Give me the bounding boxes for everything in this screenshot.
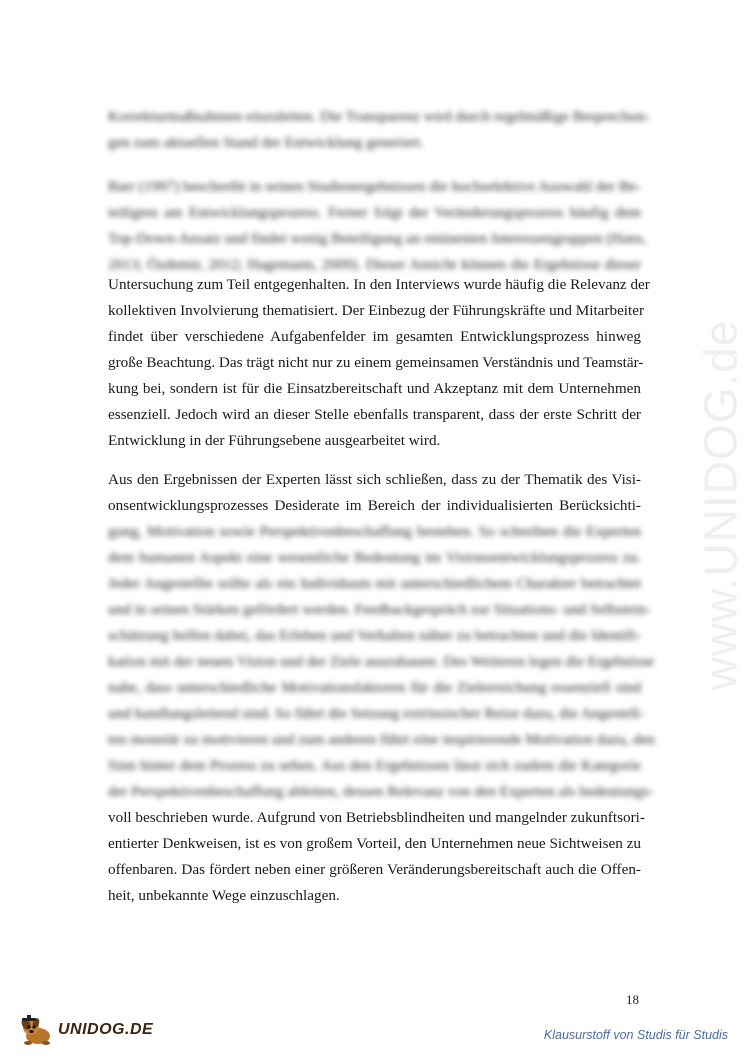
text-line: Barr (1997) beschreibt in seinen Studienergebnissen die hochselektive Auswahl der Be-	[108, 178, 641, 195]
text-line: Entwicklung in der Führungsebene ausgearbeitet wird.	[108, 432, 441, 449]
text-line: Sinn hinter dem Prozess zu sehen. Aus den Ergebnissen lässt sich zudem die Kategorie	[108, 757, 641, 774]
text-line: gen zum aktuellen Stand der Entwicklung generiert.	[108, 134, 424, 151]
text-line: und in seinen Stärken gefördert werden. Feedbackgespräch zur Situations- und Selbstein-	[108, 601, 651, 618]
text-line: entierter Denkweisen, ist es von großem Vorteil, den Unternehmen neue Sichtweisen zu	[108, 835, 641, 852]
text-line: findet über verschiedene Aufgabenfelder im gesamten Entwicklungsprozess hinweg	[108, 328, 641, 345]
paragraph-2-end	[108, 805, 645, 909]
text-line: teiligten am Entwicklungsprozess. Ferner folgt der Veränderungsprozess häufig dem	[108, 204, 641, 221]
text-line: der Perspektivenbeschaffung ableiten, dessen Relevanz von den Experten als bedeutungs-	[108, 783, 654, 800]
logo-text: UNIDOG.DE	[58, 1021, 154, 1038]
text-line: und handlungsleitend sind. So führt die Setzung extrinsischer Reize dazu, die Angestell-	[108, 705, 645, 722]
footer-slogan: Klausurstoff von Studis für Studis	[543, 1028, 728, 1042]
text-line: kung bei, sondern ist für die Einsatzbereitschaft und Akzeptanz mit dem Unternehmen	[108, 380, 641, 397]
text-line: kollektiven Involvierung thematisiert. Der Einbezug der Führungskräfte und Mitarbeiter	[108, 302, 645, 319]
text-line: ten monetär zu motivieren und zum anderen führt eine inspirierende Motivation dazu, den	[108, 731, 655, 748]
text-line: essenziell. Jedoch wird an dieser Stelle ebenfalls transparent, dass der erste Schritt der	[108, 406, 641, 423]
text-line: onsentwicklungsprozesses Desiderate im Bereich der individualisierten Berücksichti-	[108, 497, 641, 514]
text-line: gung, Motivation sowie Perspektivenbeschaffung bestehen. So schreiben die Experten	[108, 523, 641, 540]
text-line: große Beachtung. Das trägt nicht nur zu einem gemeinsamen Verständnis und Teamstär-	[108, 354, 644, 371]
text-line: Untersuchung zum Teil entgegenhalten. In den Interviews wurde häufig die Relevanz der	[108, 276, 650, 293]
text-line: Top-Down-Ansatz und findet wenig Beteiligung an eminenten Interessengruppen (Hans,	[108, 230, 647, 247]
paragraph-2-start	[108, 467, 641, 519]
text-line: nahe, dass unterschiedliche Motivationsfaktoren für die Zielerreichung essenziell sind	[108, 679, 641, 696]
watermark	[690, 270, 750, 740]
text-line: 2013; Özdemir, 2012; Hagemann, 2009). Dieser Ansicht können die Ergebnisse dieser	[108, 256, 641, 273]
blurred-text-middle	[108, 519, 655, 805]
page-number: 18	[626, 992, 639, 1007]
text-line: offenbaren. Das fördert neben einer größeren Veränderungsbereitschaft auch die Offen-	[108, 861, 641, 878]
text-line: Korrekturmaßnahmen einzuleiten. Die Transparenz wird durch regelmäßige Besprechun-	[108, 108, 650, 125]
blurred-text-top	[108, 104, 650, 156]
blurred-text-top-paragraph	[108, 174, 647, 278]
text-line: dem humanen Aspekt eine wesentliche Bedeutung im Visionsentwicklungsprozess zu.	[108, 549, 641, 566]
text-line: Aus den Ergebnissen der Experten lässt sich schließen, dass zu der Thematik des Visi-	[108, 471, 641, 488]
text-line: heit, unbekannte Wege einzuschlagen.	[108, 887, 340, 904]
text-line: Jeder Angestellte sollte als ein Individuum mit unterschiedlichem Charakter betrachtet	[108, 575, 641, 592]
text-line: kation mit der neuen Vision und der Ziele auszubauen. Des Weiteren legen die Ergebnisse	[108, 653, 655, 670]
paragraph-1	[108, 272, 650, 454]
dog-mascot-icon	[18, 1014, 56, 1046]
text-line: voll beschrieben wurde. Aufgrund von Betriebsblindheiten und mangelnder zukunftsori-	[108, 809, 645, 826]
text-line: schätzung helfen dabei, das Erleben und Verhalten näher zu betrachten und die Identifi-	[108, 627, 641, 644]
footer-logo	[18, 1014, 153, 1046]
watermark-text: www.UNIDOG.de	[694, 319, 747, 691]
